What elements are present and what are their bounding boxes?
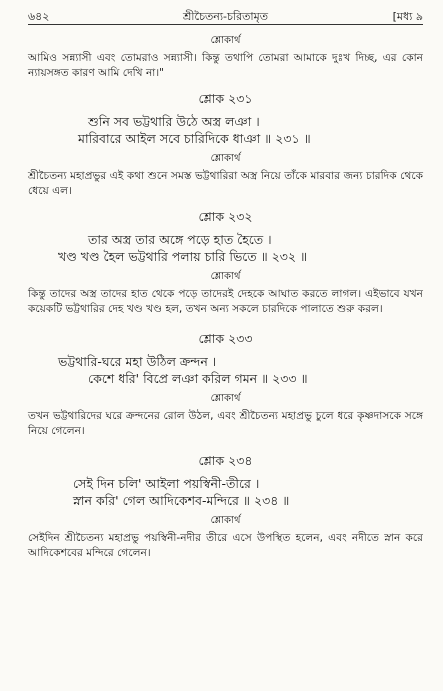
verse-number: শ্লোক ২৩২ [198,209,253,224]
translation-text: তখন ভট্টথারিদের ঘরে ক্রন্দনের রোল উঠল, এবং শ্রীচৈতন্য মহাপ্রভু চুলে ধরে কৃষ্ণদাসকে সঙ্গে নিয়ে গেলেন। [28,410,423,437]
translation-label: শ্লোকার্থ [210,515,241,526]
page-header [28,6,423,25]
verse-number: শ্লোক ২৩১ [198,91,253,106]
verse-line: তার অস্ত্র তার অঙ্গে পড়ে হাত হৈতে । [88,232,272,247]
translation-text: সেইদিন শ্রীচৈতন্য মহাপ্রভু পয়স্বিনী-নদীর তীরে এসে উপস্থিত হলেন, এবং নদীতে স্নান করে আদিকেশবের মন্দিরে গেলেন। [28,532,423,559]
translation-label: শ্লোকার্থ [210,393,241,404]
verse-block [28,331,423,439]
translation-label: শ্লোকার্থ [210,35,241,46]
translation-text: আমিও সন্ন্যাসী এবং তোমরাও সন্ন্যাসী। কিন্তু তথাপি তোমরা আমাকে দুঃখ দিচ্ছ, এর কোন ন্যায়সঙ্গত কারণ আমি দেখি না।" [28,52,423,79]
verse-number: শ্লোক ২৩৪ [198,453,253,468]
verse-block [28,91,423,199]
verse-line: স্নান করি' গেল আদিকেশব-মন্দিরে ॥ ২৩৪ ॥ [73,493,290,508]
verse-block [28,453,423,561]
translation-label: শ্লোকার্থ [210,271,241,282]
translation-text: শ্রীচৈতন্য মহাপ্রভুর এই কথা শুনে সমস্ত ভট্টথারিরা অস্ত্র নিয়ে তাঁকে মারবার জন্য চারদিক থেকে ধেয়ে এল। [28,170,423,197]
verse-line: কেশে ধরি' বিপ্রে লঞা করিল গমন ॥ ২৩৩ ॥ [88,371,308,386]
translation-text: কিন্তু তাদের অস্ত্র তাদের হাত থেকে পড়ে তাদেরই দেহকে আঘাত করতে লাগল। এইভাবে যখন কয়েকটি ভট্টথারির দেহ খণ্ড খণ্ড হল, তখন অন্য সকলে চারদিকে পালাতে শুরু করল। [28,288,423,315]
verse-line: সেই দিন চলি' আইলা পয়স্বিনী-তীরে । [73,476,260,491]
verse-line: শুনি সব ভট্টথারি উঠে অস্ত্র লঞা । [88,114,260,129]
verse-line: মারিবারে আইল সবে চারিদিকে ধাঞা ॥ ২৩১ ॥ [78,131,311,146]
translation-label: শ্লোকার্থ [210,153,241,164]
verse-block [28,209,423,317]
verse-line: খণ্ড খণ্ড হৈল ভট্টথারি পলায় চারি ভিতে ॥ ২৩২ ॥ [58,249,308,264]
verse-line: ভট্টথারি-ঘরে মহা উঠিল ক্রন্দন । [58,354,217,369]
running-title: শ্রীচৈতন্য-চরিতামৃত [183,10,268,23]
page-number: ৬৪২ [28,10,50,23]
verse-number: শ্লোক ২৩৩ [198,331,253,346]
section-marker: [মধ্য ৯ [392,10,423,23]
